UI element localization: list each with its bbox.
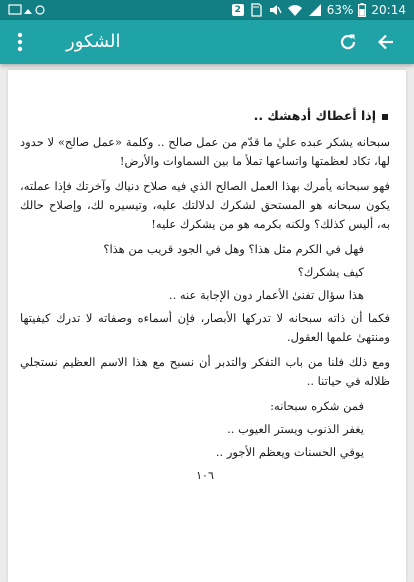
page-title: الشكور [66,31,121,52]
battery-icon [358,3,366,17]
notification-badge: 2 [232,4,244,16]
back-button[interactable] [372,28,400,56]
system-icons [8,3,48,17]
page-number: ١٠٦ [196,469,214,482]
list-item: يغفر الذنوب ويستر العيوب .. [227,422,364,436]
status-icons-left [8,3,48,20]
status-icons-right [232,2,406,18]
refresh-button[interactable] [334,28,362,56]
signal-icon [308,3,322,17]
paragraph: فكما أن ذاته سبحانه لا تدركها الأبصار، فإن أسماءه وصفاته لا تدرك كيفيتها ومنتهىٰ علمها العقول. [20,311,390,344]
list-intro: فمن شكره سبحانه: [270,399,364,413]
section-heading [20,106,390,125]
list-item: يوفي الحسنات ويعظم الأجور .. [215,445,364,459]
question-line: كيف يشكرك؟ [297,265,364,279]
overflow-menu-icon [17,32,23,52]
app-bar [0,20,414,64]
sd-card-icon [249,3,263,17]
battery-percent: 63% [326,3,354,17]
heading-text: إذا أعطاك أدهشك .. [253,108,376,123]
status-time: 20:14 [371,3,406,17]
book-text [20,106,390,485]
question-line: هذا سؤال تفنىٰ الأعمار دون الإجابة عنه .. [168,288,364,302]
question-line: فهل في الكرم مثل هذا؟ وهل في الجود قريب من هذا؟ [103,242,364,256]
heading-bullet-icon [382,114,388,120]
status-bar [0,0,414,20]
paragraph: ومع ذلك فلنا من باب التفكر والتدبر أن نسبح مع هذا الاسم العظيم نستجلي ظلاله في حياتنا .. [20,355,390,388]
book-page[interactable] [8,70,406,582]
refresh-icon [338,32,358,52]
back-arrow-icon [376,32,396,52]
wifi-icon [287,3,303,17]
overflow-menu-button[interactable] [6,28,34,56]
paragraph: سبحانه يشكر عبده عليٰ ما قدّم من عمل صالح .. وكلمة «عمل صالح» لا حدود لها، تكاد لعظمتها واتساعها تملأ ما بين السماوات والأرض! [20,135,390,168]
mute-icon [268,3,282,17]
paragraph: فهو سبحانه يأمرك بهذا العمل الصالح الذي فيه صلاح دنياك وآخرتك فإذا عملته، يكون سبحانه هو المستحق لشكرك لدلالتك عليه، وتيسيره لك، وإصلاح حالك به، أليس كذلك؟ ولكنه بكرمه هو من يشكرك عليه! [20,179,390,231]
